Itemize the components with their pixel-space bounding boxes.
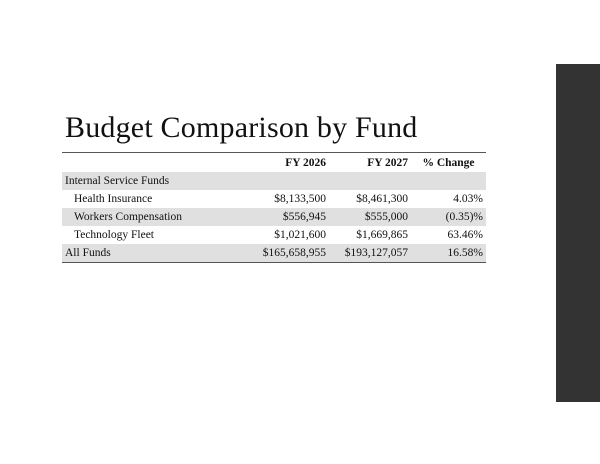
row-fy2026: $8,133,500 bbox=[274, 193, 326, 205]
section-label: Internal Service Funds bbox=[62, 172, 247, 190]
row-label: Health Insurance bbox=[74, 193, 153, 205]
total-row bbox=[62, 244, 486, 263]
table-row bbox=[62, 190, 486, 208]
total-label: All Funds bbox=[62, 244, 247, 263]
row-label: Workers Compensation bbox=[62, 208, 247, 226]
row-fy2026: $1,021,600 bbox=[274, 229, 326, 241]
total-change: 16.58% bbox=[411, 244, 486, 263]
header-fy2027: FY 2027 bbox=[367, 156, 408, 169]
row-fy2026: $556,945 bbox=[247, 208, 329, 226]
table-header-row bbox=[62, 153, 486, 172]
header-pct-change: % Change bbox=[422, 156, 475, 169]
side-bar-decoration bbox=[556, 64, 600, 402]
row-label: Technology Fleet bbox=[74, 229, 154, 241]
section-row bbox=[62, 172, 486, 190]
row-change: 63.46% bbox=[447, 229, 483, 241]
row-change: 4.03% bbox=[453, 193, 483, 205]
total-fy2026: $165,658,955 bbox=[247, 244, 329, 263]
section-empty-cell bbox=[329, 172, 411, 190]
section-empty-cell bbox=[247, 172, 329, 190]
row-fy2027: $8,461,300 bbox=[356, 193, 408, 205]
row-change: (0.35)% bbox=[411, 208, 486, 226]
total-fy2027: $193,127,057 bbox=[329, 244, 411, 263]
table-row bbox=[62, 208, 486, 226]
table-row bbox=[62, 226, 486, 244]
row-fy2027: $555,000 bbox=[329, 208, 411, 226]
header-fy2026: FY 2026 bbox=[285, 156, 326, 169]
budget-table bbox=[62, 153, 486, 263]
row-fy2027: $1,669,865 bbox=[356, 229, 408, 241]
budget-table-container bbox=[62, 152, 486, 263]
section-empty-cell bbox=[411, 172, 486, 190]
slide-title: Budget Comparison by Fund bbox=[65, 111, 418, 144]
header-label bbox=[62, 153, 247, 172]
